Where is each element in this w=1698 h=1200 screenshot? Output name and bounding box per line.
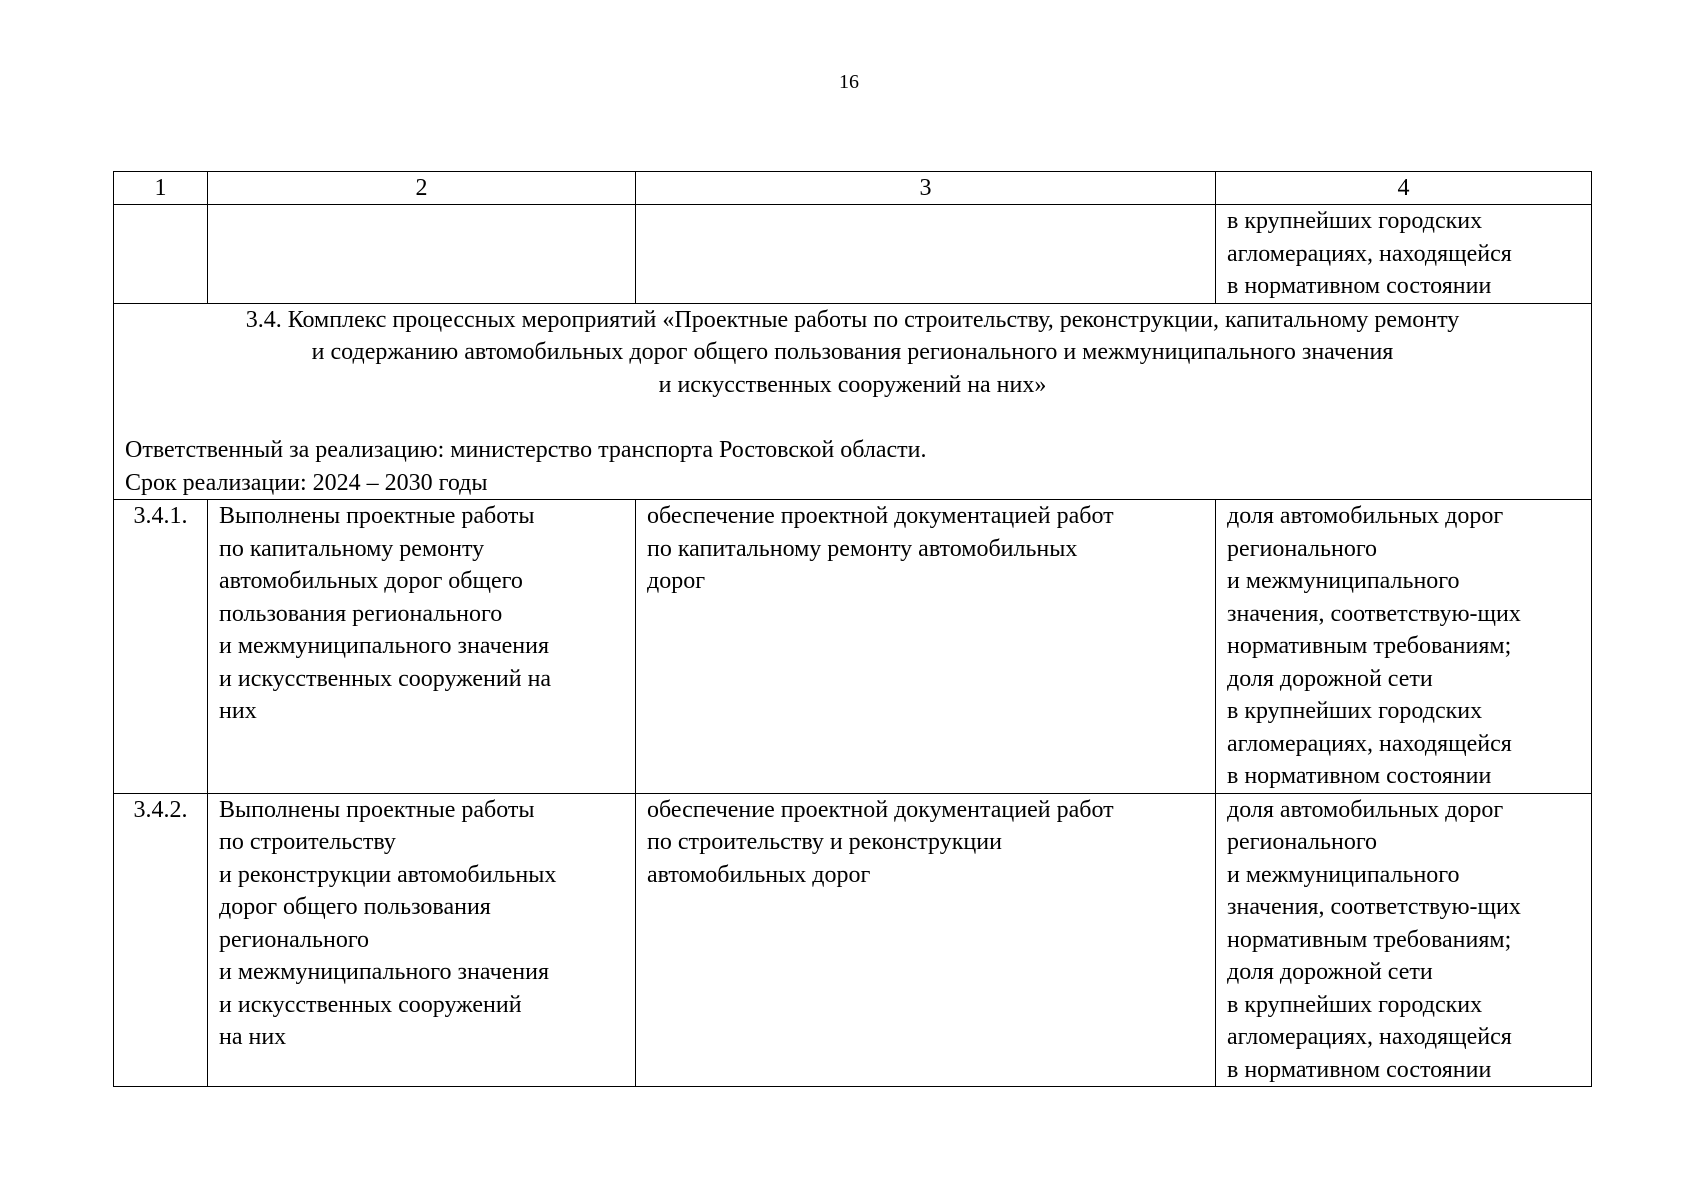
row-indicator-text: доля автомобильных дорог регионального и межмуниципального значения, соответствую-щих нормативным требованиям; доля дорожной сети в крупнейших городских агломерациях, находящейся в нормативном состоянии — [1216, 793, 1592, 1087]
continuation-cell-4: в крупнейших городских агломерациях, находящейся в нормативном состоянии — [1216, 205, 1592, 304]
section-title: 3.4. Комплекс процессных мероприятий «Проектные работы по строительству, реконструкции, капитальному ремонту и содержанию автомобильных дорог общего пользования регионального и межмуниципального значения и искусственных сооружений на них» — [245, 306, 1460, 398]
row-description-text: обеспечение проектной документацией работ по строительству и реконструкции автомобильных дорог — [636, 793, 1216, 1087]
table-row — [114, 793, 1592, 1087]
column-header-3: 3 — [636, 172, 1216, 205]
section-cell — [114, 303, 1592, 500]
column-header-2: 2 — [208, 172, 636, 205]
column-header-4: 4 — [1216, 172, 1592, 205]
column-header-1: 1 — [114, 172, 208, 205]
section-period: Срок реализации: 2024 – 2030 годы — [125, 469, 488, 496]
continuation-cell-2 — [208, 205, 636, 304]
continuation-cell-1 — [114, 205, 208, 304]
row-description-text: обеспечение проектной документацией работ по капитальному ремонту автомобильных дорог — [636, 500, 1216, 794]
row-result-text: Выполнены проектные работы по строительству и реконструкции автомобильных дорог общего пользования регионального и межмуниципального значения и искусственных сооружений на них — [208, 793, 636, 1087]
table-row — [114, 500, 1592, 794]
section-responsible: Ответственный за реализацию: министерство транспорта Ростовской области. — [125, 437, 927, 463]
section-spacer — [125, 401, 1580, 434]
row-number: 3.4.2. — [114, 793, 208, 1087]
page-number: 16 — [839, 71, 859, 93]
row-number: 3.4.1. — [114, 500, 208, 794]
section-row — [114, 303, 1592, 500]
continuation-row — [114, 205, 1592, 304]
activities-table — [113, 171, 1592, 1087]
table-header-row — [114, 172, 1592, 205]
row-result-text: Выполнены проектные работы по капитальному ремонту автомобильных дорог общего пользования регионального и межмуниципального значения и искусственных сооружений на них — [208, 500, 636, 794]
row-indicator-text: доля автомобильных дорог регионального и межмуниципального значения, соответствую-щих нормативным требованиям; доля дорожной сети в крупнейших городских агломерациях, находящейся в нормативном состоянии — [1216, 500, 1592, 794]
continuation-cell-3 — [636, 205, 1216, 304]
